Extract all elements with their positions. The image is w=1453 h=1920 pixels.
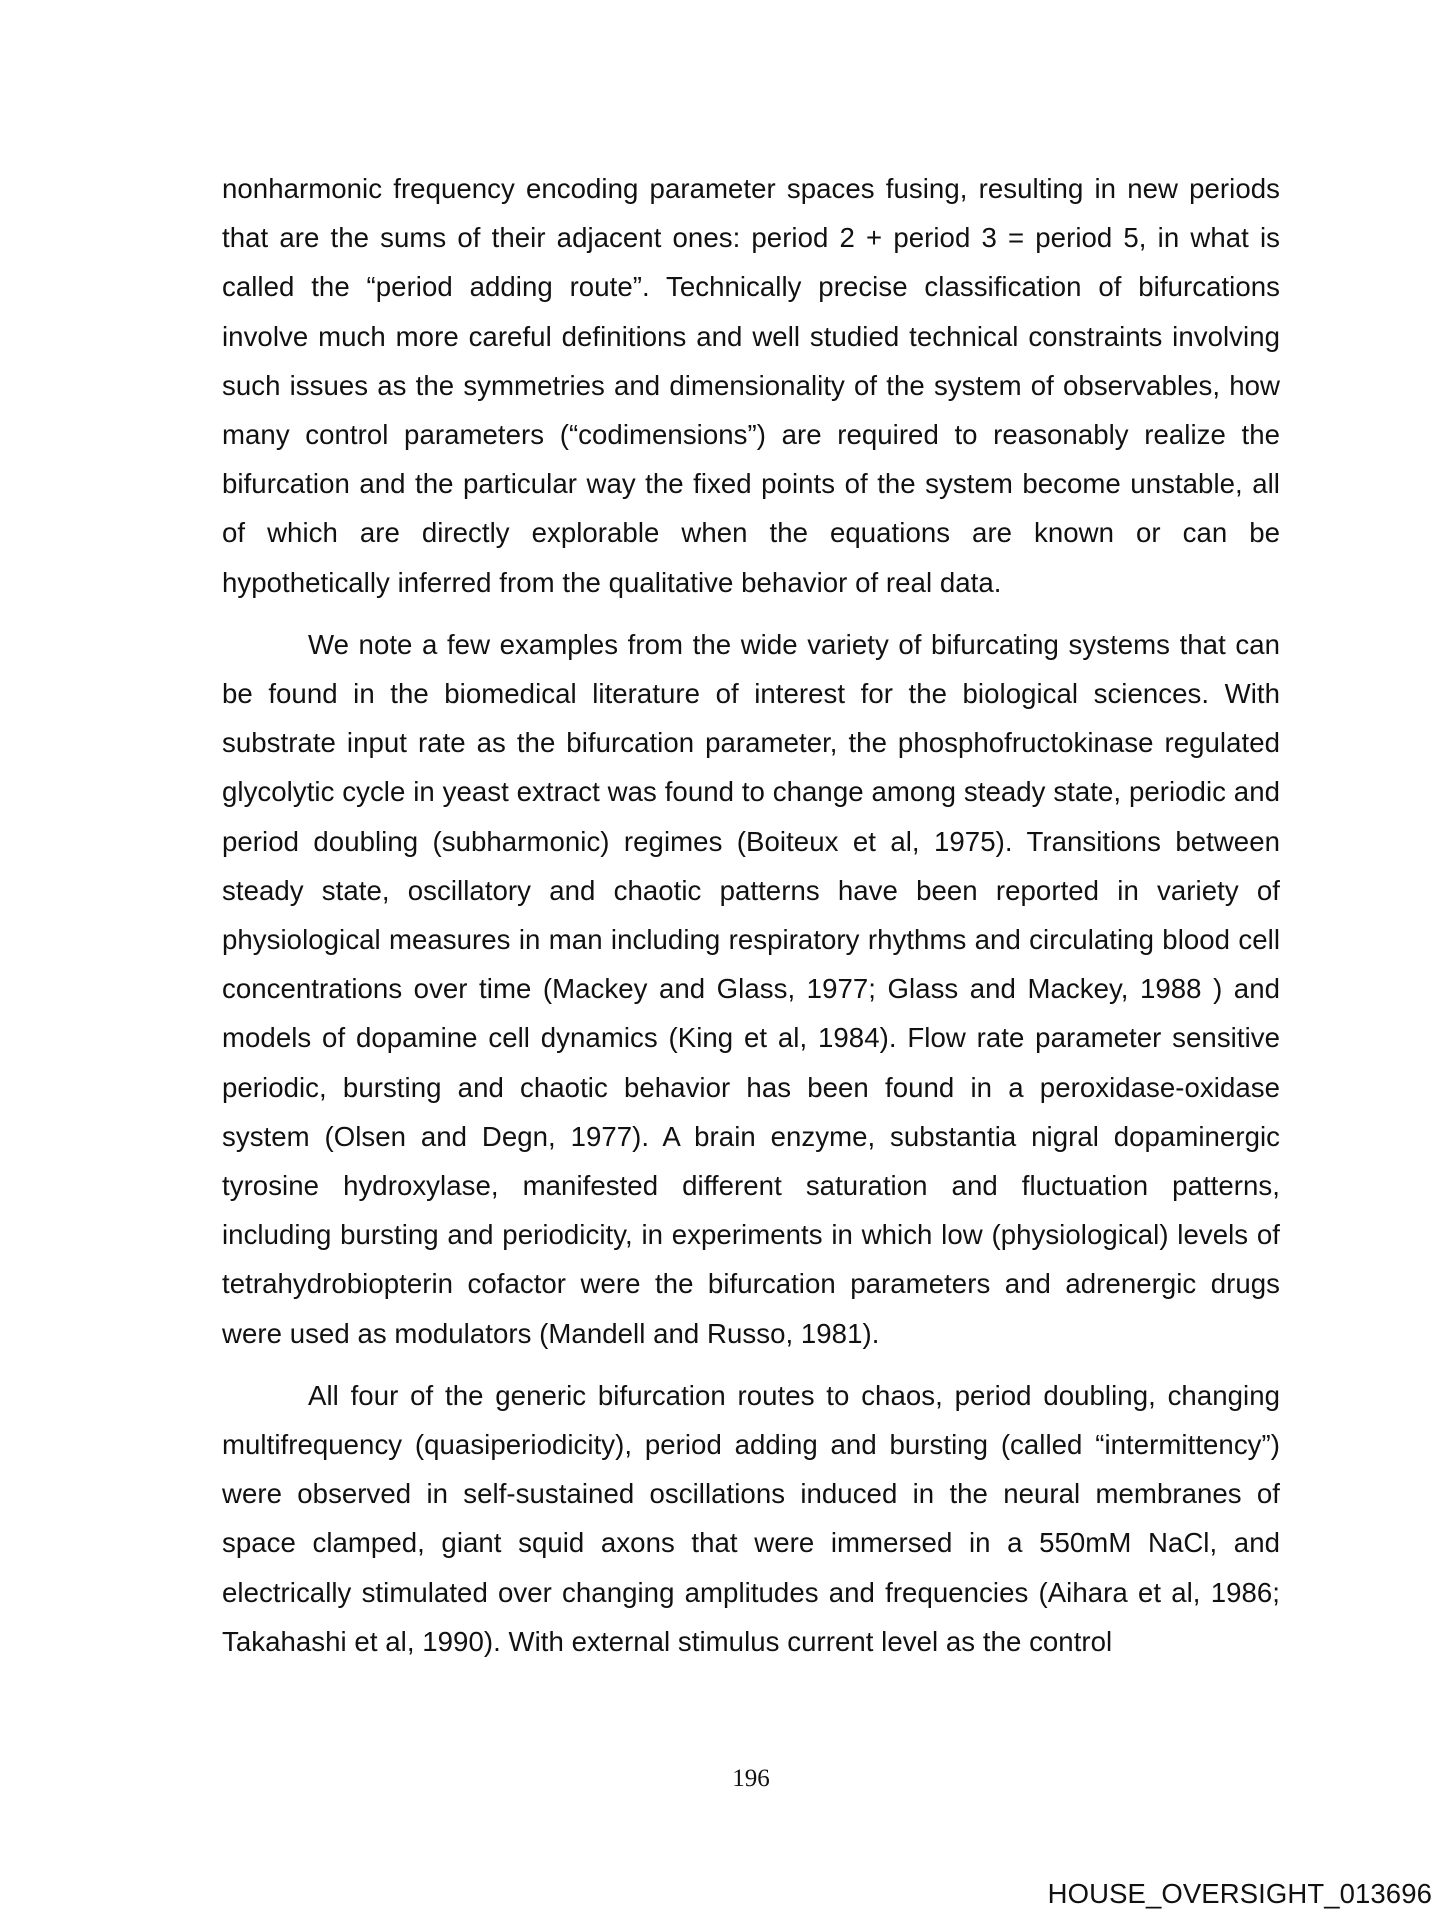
page-number: 196	[732, 1765, 770, 1792]
paragraph-2: We note a few examples from the wide variety of bifurcating systems that can be found in the biomedical literature of interest for the biological sciences. With substrate input rate as the bifurcation parameter, the phosphofructokinase regulated glycolytic cycle in yeast extract was found to change among steady state, periodic and period doubling (subharmonic) regimes (Boiteux et al, 1975). Transitions between steady state, oscillatory and chaotic patterns have been reported in variety of physiological measures in man including respiratory rhythms and circulating blood cell concentrations over time (Mackey and Glass, 1977; Glass and Mackey, 1988 ) and models of dopamine cell dynamics (King et al, 1984). Flow rate parameter sensitive periodic, bursting and chaotic behavior has been found in a peroxidase-oxidase system (Olsen and Degn, 1977). A brain enzyme, substantia nigral dopaminergic tyrosine hydroxylase, manifested different saturation and fluctuation patterns, including bursting and periodicity, in experiments in which low (physiological) levels of tetrahydrobiopterin cofactor were the bifurcation parameters and adrenergic drugs were used as modulators (Mandell and Russo, 1981).	[222, 628, 1280, 1349]
paragraph-3: All four of the generic bifurcation routes to chaos, period doubling, changing multifrequency (quasiperiodicity), period adding and bursting (called “intermittency”) were observed in self-sustained oscillations induced in the neural membranes of space clamped, giant squid axons that were immersed in a 550mM NaCl, and electrically stimulated over changing amplitudes and frequencies (Aihara et al, 1986; Takahashi et al, 1990). With external stimulus current level as the control	[222, 1379, 1280, 1657]
bates-stamp: HOUSE_OVERSIGHT_013696	[1047, 1878, 1432, 1909]
body-text	[222, 164, 1280, 1666]
paragraph-1: nonharmonic frequency encoding parameter spaces fusing, resulting in new periods that are the sums of their adjacent ones: period 2 + period 3 = period 5, in what is called the “period adding route”. Technically precise classification of bifurcations involve much more careful definitions and well studied technical constraints involving such issues as the symmetries and dimensionality of the system of observables, how many control parameters (“codimensions”) are required to reasonably realize the bifurcation and the particular way the fixed points of the system become unstable, all of which are directly explorable when the equations are known or can be hypothetically inferred from the qualitative behavior of real data.	[222, 173, 1280, 598]
